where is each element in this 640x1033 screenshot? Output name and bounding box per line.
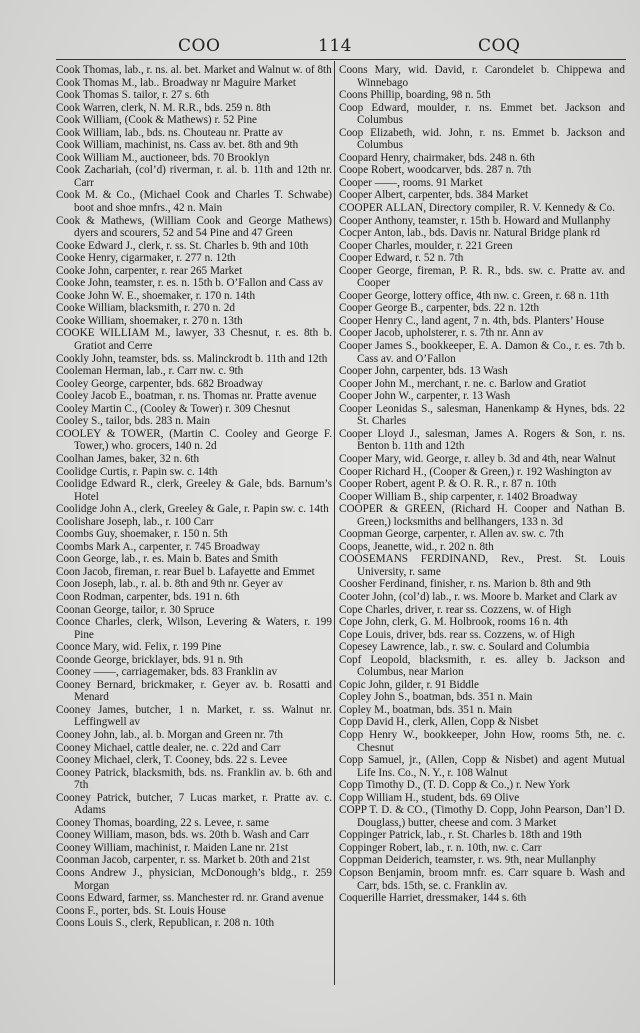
- directory-entry: Cooney Patrick, blacksmith, bds. ns. Franklin av. b. 6th and 7th: [56, 766, 332, 792]
- directory-entry: Cooper Jacob, upholsterer, r. s. 7th nr. Ann av: [339, 327, 544, 340]
- left-column: [56, 64, 332, 930]
- directory-entry: Cooley Martin C., (Cooley & Tower) r. 309 Chesnut: [56, 402, 291, 415]
- directory-entry: Coons F., porter, bds. St. Louis House: [56, 904, 226, 917]
- page-number: 114: [318, 36, 352, 56]
- right-column: [339, 64, 625, 905]
- directory-entry: Coon Rodman, carpenter, bds. 191 n. 6th: [56, 590, 240, 603]
- directory-entry: Cooper William B., ship carpenter, r. 1402 Broadway: [339, 490, 578, 503]
- directory-entry: Cook Thomas, lab., r. ns. al. bet. Market and Walnut w. of 8th: [56, 64, 332, 76]
- directory-entry: Cooper Anthony, teamster, r. 15th b. Howard and Mullanphy: [339, 214, 611, 227]
- directory-entry: Copf Leopold, blacksmith, r. es. alley b. Jackson and Columbus, near Marion: [339, 653, 625, 679]
- directory-entry: Coons Mary, wid. David, r. Carondelet b. Chippewa and Winnebago: [339, 64, 625, 89]
- directory-entry: Cook William M., auctioneer, bds. 70 Brooklyn: [56, 151, 270, 164]
- directory-entry: Coope Robert, woodcarver, bds. 287 n. 7th: [339, 164, 532, 177]
- directory-entry: Cooper George B., carpenter, bds. 22 n. 12th: [339, 302, 540, 315]
- directory-entry: COOSEMANS FERDINAND, Rev., Prest. St. Louis University, r. same: [339, 553, 625, 578]
- directory-entry: Coonde George, bricklayer, bds. 91 n. 9th: [56, 653, 244, 666]
- directory-entry: Cooper Richard H., (Cooper & Green,) r. 192 Washington av: [339, 465, 612, 478]
- directory-entry: Cook Thomas S. tailor, r. 27 s. 6th: [56, 89, 210, 102]
- directory-entry: Cooter John, (col’d) lab., r. ws. Moore b. Market and Clark av: [339, 590, 618, 603]
- directory-entry: Cooper Robert, agent P. & O. R. R., r. 87 n. 10th: [339, 478, 557, 491]
- directory-entry: Coopard Henry, chairmaker, bds. 248 n. 6th: [339, 151, 535, 164]
- directory-entry: Coons Phillip, boarding, 98 n. 5th: [339, 89, 491, 102]
- directory-entry: Coonan George, tailor, r. 30 Spruce: [56, 603, 215, 616]
- directory-entry: Cope John, clerk, G. M. Holbrook, rooms 16 n. 4th: [339, 616, 569, 629]
- directory-entry: Cooney William, machinist, r. Maiden Lane nr. 21st: [56, 841, 289, 854]
- directory-entry: Cooper ——, rooms. 91 Market: [339, 176, 483, 189]
- directory-entry: Copp William H., student, bds. 69 Olive: [339, 791, 520, 804]
- directory-entry: Cook M. & Co., (Michael Cook and Charles T. Schwabe) boot and shoe mnfrs., 42 n. Main: [56, 189, 332, 215]
- directory-entry: Cook Warren, clerk, N. M. R.R., bds. 259 n. 8th: [56, 101, 271, 114]
- directory-entry: Coonman Jacob, carpenter, r. ss. Market b. 20th and 21st: [56, 854, 310, 867]
- directory-entry: COOPER & GREEN, (Richard H. Cooper and Nathan B. Green,) locksmiths and bellhangers, 133 n. 3d: [339, 503, 625, 528]
- directory-entry: Cooleman Herman, lab., r. Carr nw. c. 9th: [56, 365, 244, 378]
- directory-entry: Cooley S., tailor, bds. 283 n. Main: [56, 415, 210, 428]
- directory-entry: Copley M., boatman, bds. 351 n. Main: [339, 703, 513, 716]
- directory-entry: Cope Louis, driver, bds. rear ss. Cozzens, w. of High: [339, 628, 575, 641]
- directory-entry: Cooney Michael, cattle dealer, ne. c. 22d and Carr: [56, 741, 281, 754]
- directory-entry: Cooper George, fireman, P. R. R., bds. sw. c. Pratte av. and Cooper: [339, 264, 625, 290]
- directory-entry: Cook Thomas M., lab.. Broadway nr Maguire Market: [56, 76, 296, 89]
- directory-entry: Coquerille Harriet, dressmaker, 144 s. 6th: [339, 892, 527, 905]
- directory-entry: Coon Jacob, fireman, r. rear Buel b. Lafayette and Emmet: [56, 565, 315, 578]
- directory-entry: COPP T. D. & CO., (Timothy D. Copp, John Pearson, Dan’l D. Douglass,) butter, cheese and com. 3 Market: [339, 804, 625, 829]
- page-header: [56, 30, 626, 58]
- directory-entry: Cocper Anton, lab., bds. Davis nr. Natural Bridge plank rd: [339, 227, 600, 240]
- directory-entry: Cooper Charles, moulder, r. 221 Green: [339, 239, 513, 252]
- directory-entry: Cooney James, butcher, 1 n. Market, r. ss. Walnut nr. Leffingwell av: [56, 703, 332, 729]
- directory-entry: Copley John S., boatman, bds. 351 n. Main: [339, 691, 533, 704]
- directory-entry: Cooper John M., merchant, r. ne. c. Barlow and Gratiot: [339, 377, 586, 390]
- directory-entry: COOKE WILLIAM M., lawyer, 33 Chesnut, r. es. 8th b. Gratiot and Cerre: [56, 327, 332, 353]
- directory-entry: Cooper George, lottery office, 4th nw. c. Green, r. 68 n. 11th: [339, 289, 609, 302]
- directory-entry: Coon Joseph, lab., r. al. b. 8th and 9th nr. Geyer av: [56, 578, 283, 591]
- directory-entry: Copp Henry W., bookkeeper, John How, rooms 5th, ne. c. Chesnut: [339, 728, 625, 754]
- directory-entry: Coonce Mary, wid. Felix, r. 199 Pine: [56, 641, 222, 654]
- directory-entry: Coolhan James, baker, 32 n. 6th: [56, 452, 200, 465]
- directory-entry: Cooper Mary, wid. George, r. alley b. 3d and 4th, near Walnut: [339, 452, 616, 465]
- column-divider: [334, 61, 335, 985]
- directory-entry: Cooke John W. E., shoemaker, r. 170 n. 14th: [56, 289, 256, 302]
- directory-entry: Copson Benjamin, broom mnfr. es. Carr square b. Wash and Carr, bds. 15th, se. c. Franklin av.: [339, 867, 625, 892]
- directory-entry: COOLEY & TOWER, (Martin C. Cooley and George F. Tower,) who. grocers, 140 n. 2d: [56, 427, 332, 453]
- directory-entry: Coolidge Curtis, r. Papin sw. c. 14th: [56, 465, 218, 478]
- directory-entry: Cooper Lloyd J., salesman, James A. Rogers & Son, r. ns. Benton b. 11th and 12th: [339, 427, 625, 453]
- directory-entry: Cooney Michael, clerk, T. Cooney, bds. 22 s. Levee: [56, 754, 288, 767]
- directory-entry: Coon George, lab., r. es. Main b. Bates and Smith: [56, 553, 278, 566]
- directory-entry: Cooney Bernard, brickmaker, r. Geyer av. b. Rosatti and Menard: [56, 678, 332, 704]
- directory-entry: Cookly John, teamster, bds. ss. Malinckrodt b. 11th and 12th: [56, 352, 328, 365]
- directory-entry: Coop Edward, moulder, r. ns. Emmet bet. Jackson and Columbus: [339, 101, 625, 127]
- directory-entry: Coolidge Edward R., clerk, Greeley & Gale, bds. Barnum’s Hotel: [56, 478, 332, 503]
- directory-entry: Copic John, gilder, r. 91 Biddle: [339, 678, 480, 691]
- directory-entry: Cope Charles, driver, r. rear ss. Cozzens, w. of High: [339, 603, 572, 616]
- directory-entry: Cooke John, teamster, r. es. n. 15th b. O’Fallon and Cass av: [56, 277, 324, 290]
- directory-entry: Coolishare Joseph, lab., r. 100 Carr: [56, 515, 214, 528]
- directory-entry: Copp David H., clerk, Allen, Copp & Nisbet: [339, 716, 539, 729]
- directory-entry: Coop Elizabeth, wid. John, r. ns. Emmet b. Jackson and Columbus: [339, 126, 625, 152]
- directory-entry: Cooke William, shoemaker, r. 270 n. 13th: [56, 314, 243, 327]
- directory-entry: Coombs Guy, shoemaker, r. 150 n. 5th: [56, 528, 228, 541]
- directory-entry: Cooper Edward, r. 52 n. 7th: [339, 252, 464, 265]
- directory-entry: Cooper Henry C., land agent, 7 n. 4th, bds. Planters’ House: [339, 314, 605, 327]
- directory-entry: Cooney William, mason, bds. ws. 20th b. Wash and Carr: [56, 829, 310, 842]
- directory-entry: Coons Louis S., clerk, Republican, r. 208 n. 10th: [56, 917, 275, 930]
- directory-entry: Cook & Mathews, (William Cook and George Mathews) dyers and scourers, 52 and 54 Pine and 47 Green: [56, 214, 332, 240]
- directory-entry: Cooney Thomas, boarding, 22 s. Levee, r. same: [56, 816, 269, 829]
- directory-entry: Coppinger Robert, lab., r. n. 10th, nw. c. Carr: [339, 841, 542, 854]
- directory-entry: Cook William, (Cook & Mathews) r. 52 Pine: [56, 114, 258, 127]
- directory-entry: Copesey Lawrence, lab., r. sw. c. Soulard and Columbia: [339, 641, 590, 654]
- directory-entry: Coolidge John A., clerk, Greeley & Gale, r. Papin sw. c. 14th: [56, 503, 329, 516]
- directory-entry: Coops, Jeanette, wid., r. 202 n. 8th: [339, 540, 494, 553]
- header-rule: [56, 59, 626, 60]
- directory-entry: Coppinger Patrick, lab., r. St. Charles b. 18th and 19th: [339, 829, 582, 842]
- directory-entry: Copp Samuel, jr., (Allen, Copp & Nisbet) and agent Mutual Life Ins. Co., N. Y., r. 108 Walnut: [339, 754, 625, 779]
- directory-entry: Cooper John W., carpenter, r. 13 Wash: [339, 390, 511, 403]
- directory-entry: Cooney ——, carriagemaker, bds. 83 Franklin av: [56, 666, 278, 679]
- directory-entry: Cooke Henry, cigarmaker, r. 277 n. 12th: [56, 252, 236, 265]
- directory-entry: Cook William, lab., bds. ns. Chouteau nr. Pratte av: [56, 126, 283, 139]
- directory-entry: Cooper John, carpenter, bds. 13 Wash: [339, 365, 508, 378]
- directory-entry: Cook Zachariah, (col’d) riverman, r. al. b. 11th and 12th nr. Carr: [56, 164, 332, 189]
- directory-entry: Cooney Patrick, butcher, 7 Lucas market, r. Pratte av. c. Adams: [56, 791, 332, 817]
- directory-entry: Coppman Deiderich, teamster, r. ws. 9th, near Mullanphy: [339, 854, 596, 867]
- directory-entry: Cooper Albert, carpenter, bds. 384 Market: [339, 189, 529, 202]
- directory-entry: Coons Edward, farmer, ss. Manchester rd. nr. Grand avenue: [56, 892, 324, 905]
- directory-entry: Cooney John, lab., al. b. Morgan and Green nr. 7th: [56, 728, 283, 741]
- directory-entry: Cooke Edward J., clerk, r. ss. St. Charles b. 9th and 10th: [56, 239, 309, 252]
- header-left-guide-word: COO: [178, 36, 221, 56]
- directory-entry: Cooley George, carpenter, bds. 682 Broadway: [56, 377, 263, 390]
- directory-entry: Cooley Jacob E., boatman, r. ns. Thomas nr. Pratte avenue: [56, 390, 317, 403]
- directory-entry: Cooper Leonidas S., salesman, Hanenkamp & Hynes, bds. 22 St. Charles: [339, 402, 625, 428]
- directory-entry: Cook William, machinist, ns. Cass av. bet. 8th and 9th: [56, 139, 299, 152]
- directory-entry: Coosher Ferdinand, finisher, r. ns. Marion b. 8th and 9th: [339, 578, 591, 591]
- directory-entry: COOPER ALLAN, Directory compiler, R. V. Kennedy & Co.: [339, 202, 616, 215]
- directory-entry: Copp Timothy D., (T. D. Copp & Co.,) r. New York: [339, 779, 571, 792]
- directory-entry: Cooke John, carpenter, r. rear 265 Market: [56, 264, 243, 277]
- directory-entry: Coons Andrew J., physician, McDonough’s bldg., r. 259 Morgan: [56, 867, 332, 892]
- directory-entry: Cooke William, blacksmith, r. 270 n. 2d: [56, 302, 235, 315]
- header-right-guide-word: COQ: [478, 36, 521, 56]
- directory-entry: Coonce Charles, clerk, Wilson, Levering & Waters, r. 199 Pine: [56, 616, 332, 641]
- directory-entry: Coopman George, carpenter, r. Allen av. sw. c. 7th: [339, 528, 564, 541]
- directory-entry: Coombs Mark A., carpenter, r. 745 Broadway: [56, 540, 260, 553]
- directory-entry: Cooper James S., bookkeeper, E. A. Damon & Co., r. es. 7th b. Cass av. and O’Fallon: [339, 340, 625, 365]
